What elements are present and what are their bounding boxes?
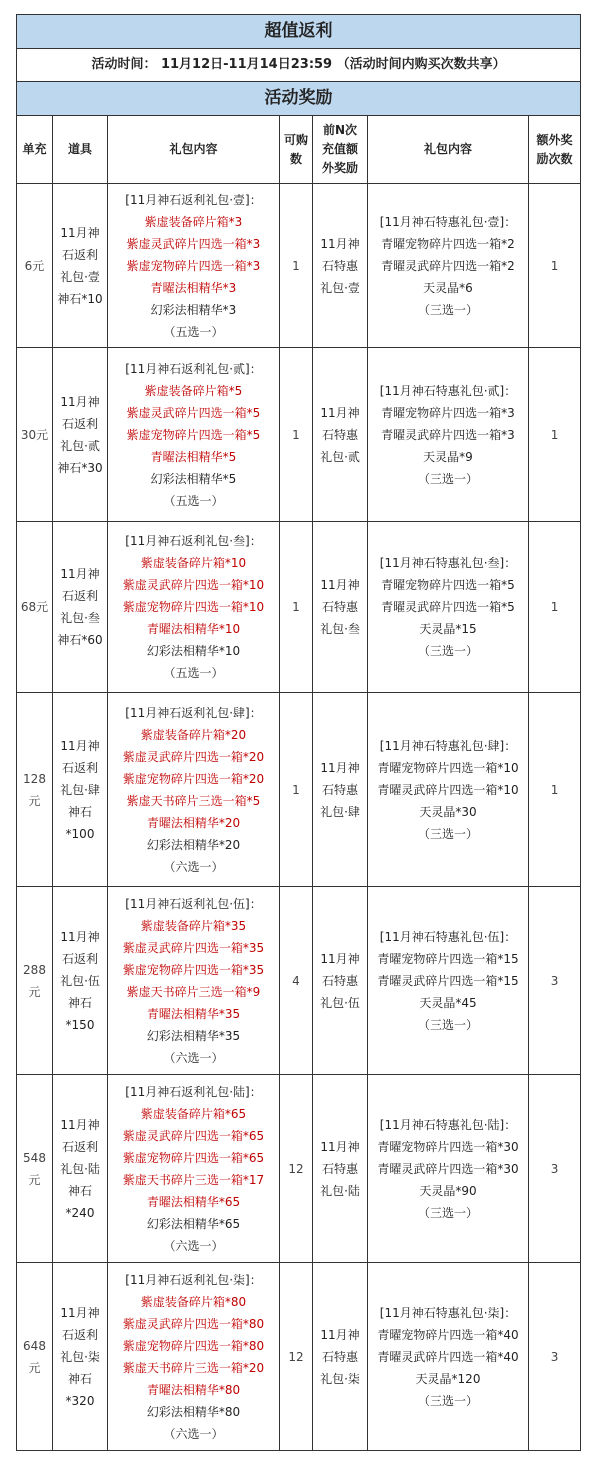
cell-line: 石特惠	[321, 1349, 358, 1364]
gift-line: 紫虚宠物碎片四选一箱*3	[126, 258, 261, 273]
cell-line: 元	[28, 984, 41, 999]
gift-line: 青曜法相精华*3	[150, 280, 237, 295]
gift-line: [11月神石返利礼包·壹]：	[125, 192, 262, 207]
gift-line: 紫虚灵武碎片四选一箱*35	[122, 940, 265, 955]
cell-line: 石返利	[61, 589, 98, 603]
gift-line: 紫虚装备碎片箱*3	[144, 214, 243, 229]
cell-line: 青曜灵武碎片四选一箱*40	[377, 1349, 519, 1364]
charge-amount	[17, 1075, 53, 1263]
gift-line: [11月神石返利礼包·肆]：	[125, 705, 262, 720]
extra-count: 3	[529, 1263, 581, 1451]
cell-line: 石返利	[61, 951, 98, 966]
cell-line: 礼包·陆	[320, 1183, 360, 1198]
cell-line: 神石	[67, 995, 92, 1010]
purchase-limit: 1	[280, 348, 313, 522]
bonus-contents	[368, 1263, 529, 1451]
bonus-item-name	[313, 1263, 368, 1451]
gift-line: 幻彩法相精华*35	[146, 1028, 241, 1043]
cell-line: （三选一）	[417, 302, 478, 317]
bonus-contents	[368, 184, 529, 348]
charge-amount	[17, 184, 53, 348]
bonus-item-name	[313, 348, 368, 522]
cell-line: 11月神	[60, 738, 100, 753]
cell-line: （三选一）	[417, 644, 478, 658]
gift-line: 紫虚宠物碎片四选一箱*80	[122, 1338, 265, 1353]
gift-contents	[108, 522, 280, 693]
cell-line: 神石*10	[57, 291, 103, 306]
rebate-table	[16, 14, 581, 1451]
bonus-contents	[368, 1075, 529, 1263]
extra-count: 3	[529, 887, 581, 1075]
gift-line: 紫虚灵武碎片四选一箱*80	[122, 1316, 265, 1331]
cell-line: 石返利	[61, 1139, 98, 1154]
cell-line: 30元	[20, 427, 49, 442]
cell-line: *150	[65, 1017, 95, 1032]
cell-line: 青曜宠物碎片四选一箱*10	[377, 760, 519, 775]
item-name	[53, 348, 108, 522]
extra-count: 3	[529, 1075, 581, 1263]
extra-count: 1	[529, 184, 581, 348]
extra-count: 1	[529, 522, 581, 693]
header-extra: 额外奖 励次数	[529, 116, 581, 184]
purchase-limit: 12	[280, 1263, 313, 1451]
cell-line: 青曜灵武碎片四选一箱*30	[377, 1161, 519, 1176]
gift-line: 幻彩法相精华*3	[150, 302, 237, 317]
gift-line: [11月神石返利礼包·叁]：	[125, 534, 262, 548]
purchase-limit: 12	[280, 1075, 313, 1263]
gift-line: 紫虚灵武碎片四选一箱*3	[126, 236, 261, 251]
cell-line: （三选一）	[417, 471, 478, 486]
cell-line: 礼包·壹	[320, 280, 360, 295]
table-row	[17, 887, 581, 1075]
cell-line: 青曜宠物碎片四选一箱*2	[381, 236, 515, 251]
charge-amount	[17, 887, 53, 1075]
gift-line: （六选一）	[163, 859, 224, 874]
cell-line: 11月神	[320, 405, 360, 420]
cell-line: 石特惠	[321, 427, 358, 442]
cell-line: 石特惠	[321, 782, 358, 797]
gift-line: 青曜法相精华*10	[146, 622, 241, 636]
cell-line: *240	[65, 1205, 95, 1220]
cell-line: 天灵晶*6	[423, 280, 473, 295]
gift-line: 紫虚宠物碎片四选一箱*65	[122, 1150, 265, 1165]
charge-amount	[17, 522, 53, 693]
gift-line: 紫虚装备碎片箱*35	[140, 918, 247, 933]
gift-line: 紫虚宠物碎片四选一箱*5	[126, 427, 261, 442]
cell-line: 青曜宠物碎片四选一箱*5	[381, 578, 515, 592]
cell-line: 礼包·叁	[320, 622, 360, 636]
gift-contents	[108, 887, 280, 1075]
gift-line: [11月神石返利礼包·陆]：	[125, 1084, 262, 1099]
table-row	[17, 184, 581, 348]
cell-line: 68元	[20, 600, 49, 614]
gift-line: 紫虚天书碎片三选一箱*9	[126, 984, 261, 999]
cell-line: 11月神	[60, 929, 100, 944]
extra-count: 1	[529, 693, 581, 887]
gift-line: 紫虚灵武碎片四选一箱*10	[122, 578, 265, 592]
cell-line: （三选一）	[417, 1205, 478, 1220]
section-title: 活动奖励	[17, 82, 581, 116]
cell-line: 11月神	[60, 567, 100, 581]
cell-line: 神石*30	[57, 460, 103, 475]
header-bonus-item: 前N次 充值额 外奖励	[313, 116, 368, 184]
cell-line: 神石*60	[57, 633, 103, 647]
item-name	[53, 887, 108, 1075]
cell-line: 648	[23, 1338, 46, 1353]
page-title: 超值返利	[17, 15, 581, 49]
purchase-limit: 1	[280, 693, 313, 887]
gift-line: 紫虚装备碎片箱*20	[140, 727, 247, 742]
cell-line: [11月神石特惠礼包·贰]：	[379, 383, 517, 398]
cell-line: 礼包·伍	[60, 973, 100, 988]
cell-line: 青曜宠物碎片四选一箱*3	[381, 405, 515, 420]
cell-line: 11月神	[60, 394, 100, 409]
cell-line: 神石	[67, 1183, 92, 1198]
cell-line: *100	[65, 826, 95, 841]
cell-line: 天灵晶*120	[415, 1371, 481, 1386]
table-row	[17, 1263, 581, 1451]
cell-line: 礼包·贰	[60, 438, 100, 453]
gift-line: 幻彩法相精华*10	[146, 644, 241, 658]
cell-line: 礼包·陆	[60, 1161, 100, 1176]
gift-line: 紫虚灵武碎片四选一箱*5	[126, 405, 261, 420]
gift-line: 幻彩法相精华*80	[146, 1404, 241, 1419]
cell-line: 11月神	[320, 578, 360, 592]
cell-line: 天灵晶*45	[419, 995, 477, 1010]
cell-line: 石返利	[61, 247, 98, 262]
gift-contents	[108, 348, 280, 522]
gift-line: 紫虚装备碎片箱*5	[144, 383, 243, 398]
bonus-item-name	[313, 184, 368, 348]
item-name	[53, 693, 108, 887]
bonus-contents	[368, 693, 529, 887]
cell-line: 11月神	[320, 236, 360, 251]
gift-line: （六选一）	[163, 1050, 224, 1065]
cell-line: 天灵晶*9	[423, 449, 473, 464]
cell-line: 青曜灵武碎片四选一箱*10	[377, 782, 519, 797]
cell-line: 548	[23, 1150, 46, 1165]
gift-line: [11月神石返利礼包·柒]：	[125, 1272, 262, 1287]
cell-line: 神石	[67, 804, 92, 819]
gift-line: 紫虚宠物碎片四选一箱*20	[122, 771, 265, 786]
cell-line: 288	[23, 962, 46, 977]
cell-line: （三选一）	[417, 1017, 478, 1032]
gift-line: 青曜法相精华*35	[146, 1006, 241, 1021]
table-row	[17, 348, 581, 522]
gift-line: 青曜法相精华*20	[146, 815, 241, 830]
extra-count: 1	[529, 348, 581, 522]
cell-line: 青曜宠物碎片四选一箱*15	[377, 951, 519, 966]
gift-contents	[108, 1263, 280, 1451]
cell-line: 青曜灵武碎片四选一箱*5	[381, 600, 515, 614]
header-qty: 可购 数	[280, 116, 313, 184]
gift-contents	[108, 1075, 280, 1263]
gift-line: 紫虚装备碎片箱*65	[140, 1106, 247, 1121]
cell-line: 元	[28, 1172, 41, 1187]
gift-line: 青曜法相精华*80	[146, 1382, 241, 1397]
bonus-item-name	[313, 1075, 368, 1263]
gift-line: （五选一）	[163, 493, 224, 508]
gift-line: 紫虚天书碎片三选一箱*20	[122, 1360, 265, 1375]
cell-line: [11月神石特惠礼包·肆]：	[379, 738, 517, 753]
cell-line: 礼包·壹	[60, 269, 100, 284]
gift-line: 紫虚装备碎片箱*80	[140, 1294, 247, 1309]
cell-line: 礼包·叁	[60, 611, 100, 625]
cell-line: 礼包·贰	[320, 449, 360, 464]
bonus-contents	[368, 522, 529, 693]
bonus-item-name	[313, 887, 368, 1075]
cell-line: （三选一）	[417, 826, 478, 841]
cell-line: *320	[65, 1393, 95, 1408]
item-name	[53, 184, 108, 348]
cell-line: 6元	[24, 258, 45, 273]
cell-line: 青曜宠物碎片四选一箱*30	[377, 1139, 519, 1154]
cell-line: 天灵晶*15	[419, 622, 477, 636]
gift-line: 紫虚宠物碎片四选一箱*10	[122, 600, 265, 614]
header-row	[17, 116, 581, 184]
bonus-contents	[368, 887, 529, 1075]
cell-line: [11月神石特惠礼包·壹]：	[379, 214, 517, 229]
cell-line: 128	[23, 771, 46, 786]
bonus-item-name	[313, 522, 368, 693]
cell-line: 石特惠	[321, 1161, 358, 1176]
item-name	[53, 1075, 108, 1263]
purchase-limit: 4	[280, 887, 313, 1075]
gift-line: [11月神石返利礼包·伍]：	[125, 896, 262, 911]
cell-line: 11月神	[320, 951, 360, 966]
gift-contents	[108, 693, 280, 887]
cell-line: [11月神石特惠礼包·叁]：	[379, 556, 517, 570]
cell-line: 礼包·伍	[320, 995, 360, 1010]
cell-line: 石特惠	[321, 973, 358, 988]
cell-line: 青曜灵武碎片四选一箱*15	[377, 973, 519, 988]
header-charge: 单充	[17, 116, 53, 184]
cell-line: [11月神石特惠礼包·陆]：	[379, 1117, 517, 1132]
gift-line: （五选一）	[163, 324, 224, 339]
cell-line: 礼包·肆	[60, 782, 100, 797]
cell-line: 青曜灵武碎片四选一箱*3	[381, 427, 515, 442]
gift-line: 青曜法相精华*5	[150, 449, 237, 464]
cell-line: 青曜宠物碎片四选一箱*40	[377, 1327, 519, 1342]
purchase-limit: 1	[280, 184, 313, 348]
table-row	[17, 522, 581, 693]
gift-line: 幻彩法相精华*20	[146, 837, 241, 852]
cell-line: 元	[28, 1360, 41, 1375]
header-bonus-gift: 礼包内容	[368, 116, 529, 184]
charge-amount	[17, 348, 53, 522]
gift-line: [11月神石返利礼包·贰]：	[125, 361, 262, 376]
purchase-limit: 1	[280, 522, 313, 693]
bonus-contents	[368, 348, 529, 522]
gift-line: （五选一）	[163, 666, 224, 680]
gift-line: 紫虚天书碎片三选一箱*17	[122, 1172, 265, 1187]
cell-line: 石返利	[61, 1327, 98, 1342]
gift-line: 紫虚装备碎片箱*10	[140, 556, 247, 570]
cell-line: 11月神	[320, 1139, 360, 1154]
cell-line: 石返利	[61, 760, 98, 775]
bonus-item-name	[313, 693, 368, 887]
cell-line: 天灵晶*30	[419, 804, 477, 819]
cell-line: 11月神	[60, 1305, 100, 1320]
gift-line: 紫虚天书碎片三选一箱*5	[126, 793, 261, 808]
charge-amount	[17, 693, 53, 887]
gift-line: 青曜法相精华*65	[146, 1194, 241, 1209]
cell-line: 神石	[67, 1371, 92, 1386]
cell-line: 石返利	[61, 416, 98, 431]
cell-line: 青曜灵武碎片四选一箱*2	[381, 258, 515, 273]
cell-line: 11月神	[320, 760, 360, 775]
cell-line: 元	[28, 793, 41, 808]
cell-line: [11月神石特惠礼包·柒]：	[379, 1305, 517, 1320]
charge-amount	[17, 1263, 53, 1451]
table-row	[17, 693, 581, 887]
cell-line: 礼包·柒	[60, 1349, 100, 1364]
cell-line: 11月神	[320, 1327, 360, 1342]
table-row	[17, 1075, 581, 1263]
cell-line: [11月神石特惠礼包·伍]：	[379, 929, 517, 944]
gift-line: 幻彩法相精华*65	[146, 1216, 241, 1231]
header-item: 道具	[53, 116, 108, 184]
event-time: 活动时间： 11月12日-11月14日23:59 （活动时间内购买次数共享）	[17, 49, 581, 82]
cell-line: 11月神	[60, 225, 100, 240]
gift-line: 幻彩法相精华*5	[150, 471, 237, 486]
cell-line: 石特惠	[321, 258, 358, 273]
gift-line: （六选一）	[163, 1238, 224, 1253]
gift-line: 紫虚灵武碎片四选一箱*20	[122, 749, 265, 764]
item-name	[53, 1263, 108, 1451]
gift-line: （六选一）	[163, 1426, 224, 1441]
header-gift: 礼包内容	[108, 116, 280, 184]
item-name	[53, 522, 108, 693]
gift-line: 紫虚灵武碎片四选一箱*65	[122, 1128, 265, 1143]
cell-line: （三选一）	[417, 1393, 478, 1408]
gift-contents	[108, 184, 280, 348]
cell-line: 天灵晶*90	[419, 1183, 477, 1198]
cell-line: 11月神	[60, 1117, 100, 1132]
cell-line: 礼包·柒	[320, 1371, 360, 1386]
cell-line: 石特惠	[321, 600, 358, 614]
gift-line: 紫虚宠物碎片四选一箱*35	[122, 962, 265, 977]
cell-line: 礼包·肆	[320, 804, 360, 819]
